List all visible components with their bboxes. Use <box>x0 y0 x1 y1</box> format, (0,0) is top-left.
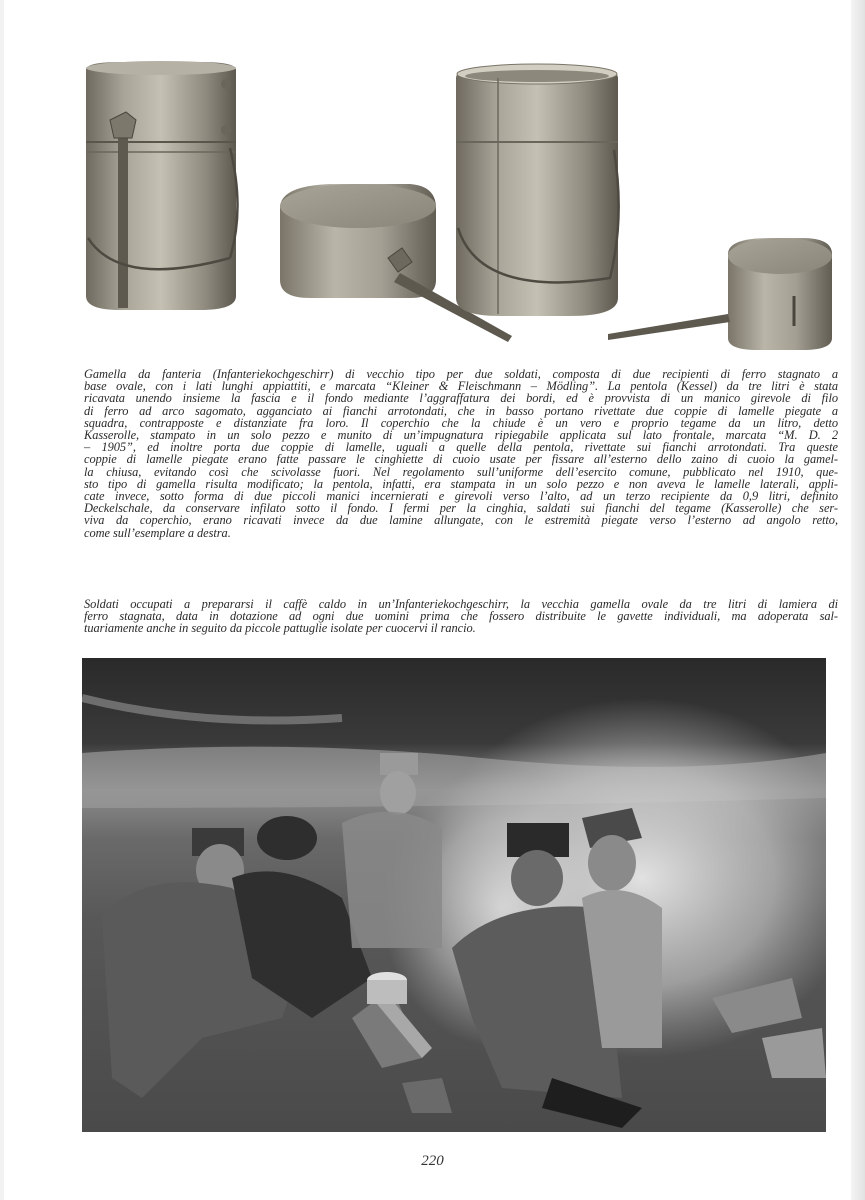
caption-line: la chiusa, evitando così che scivolasse fuori. Nel regolamento sull’uniforme dell’esercito comune, pubblicato nel 1910, que- <box>84 464 838 479</box>
caption-line: squadra, contrapposte e distanziate fra loro. Il coperchio che la chiude è un vero e proprio tegame da un litro, detto <box>84 415 838 430</box>
caption-line: ferro stagnata, data in dotazione ad ogni due uomini prima che fossero distribuite le gavette individuali, ma adoperata sal- <box>84 609 838 624</box>
mess-tin-closed <box>86 61 238 310</box>
soldiers-photo-caption <box>84 598 838 635</box>
caption-line: di ferro ad arco sagomato, agganciato ai fianchi arrotondati, che in basso portano rivettate due coppie di lamelle piegate a <box>84 403 838 418</box>
page-left-edge <box>0 0 4 1200</box>
page-number: 220 <box>421 1153 444 1169</box>
caption-line: Soldati occupati a prepararsi il caffè caldo in un’Infanteriekochgeschirr, la vecchia gamella ovale da tre litri di lamiera di <box>84 597 838 611</box>
small-pan <box>608 238 832 350</box>
caption-line: coppie di lamelle piegate erano fatte passare le cinghiette di cuoio usate per fissare all’esterno dello zaino di cuoio la gamel- <box>84 452 838 467</box>
caption-line: ricavata unendo insieme la fascia e il fondo mediante l’aggraffatura dei bordi, ed è provvista di un manico girevole di filo <box>84 391 838 406</box>
mess-tin-open <box>456 64 619 316</box>
soldiers-campfire-photo <box>82 658 826 1132</box>
caption-line: base ovale, con i lati lunghi appiattiti, e marcata “Kleiner & Fleischmann – Mödling”. La pentola (Kessel) da tre litri è stata <box>84 379 838 394</box>
page-right-edge <box>851 0 865 1200</box>
mess-kit-caption <box>84 368 838 539</box>
mess-kits-photo <box>80 58 840 358</box>
caption-line: come sull’esemplare a destra. <box>84 525 231 540</box>
caption-line: – 1905”, ed inoltre porta due coppie di lamelle, uguali a quelle della pentola, rivettate sui fianchi arrotondati. Tra queste <box>84 440 838 455</box>
caption-line: Gamella da fanteria (Infanteriekochgeschirr) di vecchio tipo per due soldati, composta di due recipienti di ferro stagnato a <box>84 367 838 381</box>
caption-line: tuariamente anche in seguito da piccole pattuglie isolate per cuocervi il rancio. <box>84 621 476 636</box>
caption-line: sto tipo di gamella risulta modificato; la pentola, infatti, era stampata in un solo pezzo e non aveva le lamelle laterali, appli- <box>84 476 838 491</box>
caption-line: Kasserolle, stampato in un solo pezzo e munito di un’impugnatura ripiegabile applicata sul lato frontale, marcata “M. D. 2 <box>84 428 838 443</box>
caption-line: cate invece, sotto forma di due piccoli manici incernierati e girevoli verso l’alto, ad un terzo recipiente da 0,9 litri, definito <box>84 489 838 504</box>
caption-line: Deckelschale, da conservare infilato sotto il fondo. I fermi per la cinghia, saldati sui fianchi del tegame (Kasserolle) che ser- <box>84 501 838 516</box>
caption-line: viva da coperchio, erano ricavati invece da due lamine allungate, con le estremità piegate verso l’esterno ad angolo retto, <box>84 513 838 528</box>
